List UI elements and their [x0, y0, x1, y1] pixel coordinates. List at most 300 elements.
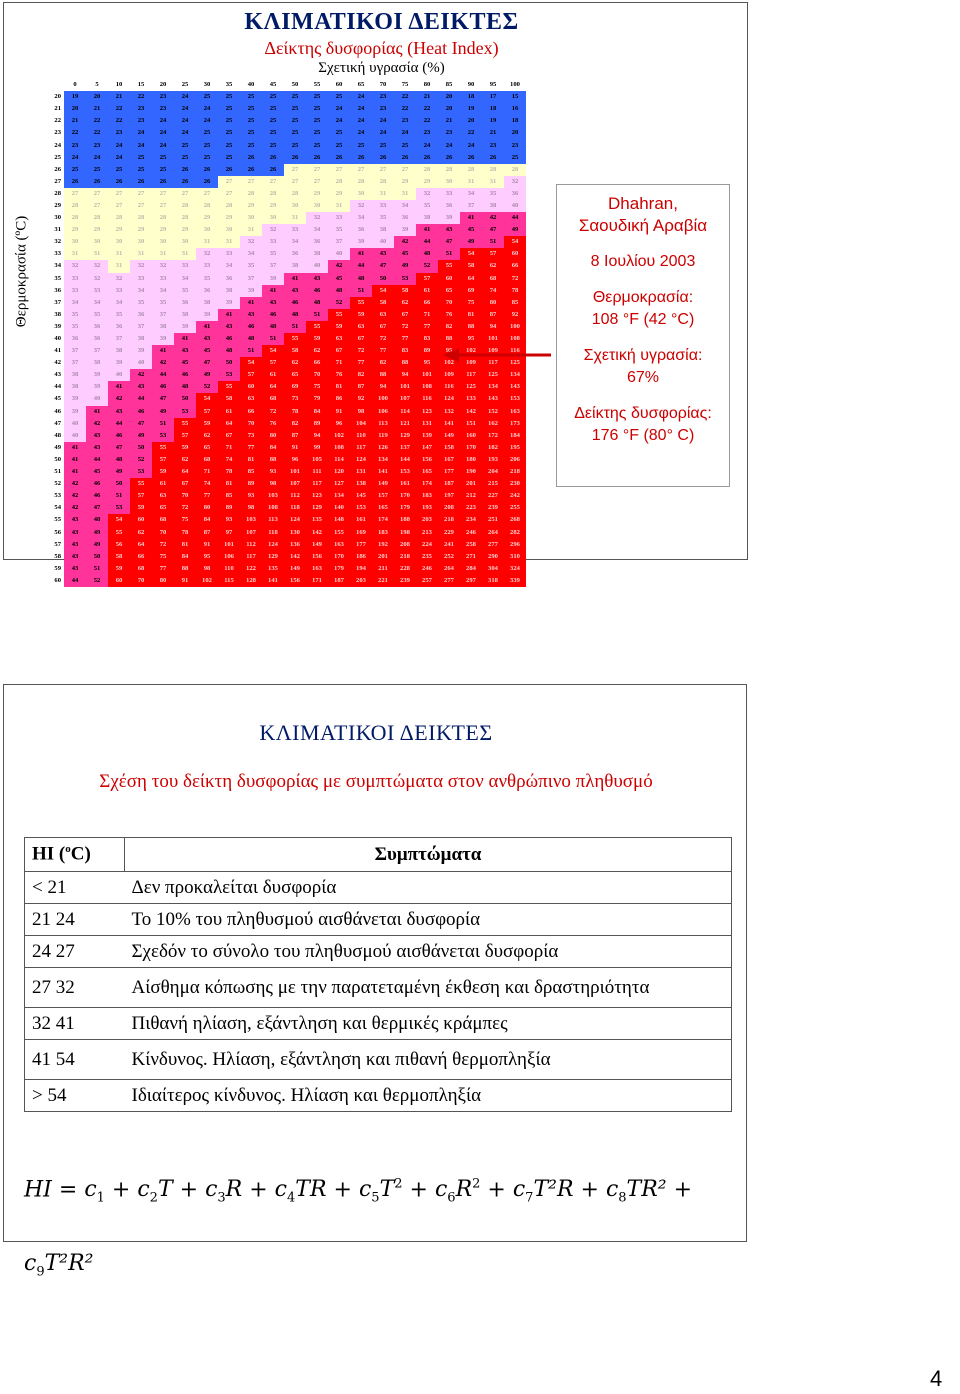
- heat-index-cell: 51: [306, 309, 328, 321]
- formula-term: $c_9T^2R^2$: [24, 1251, 94, 1280]
- heat-index-cell: 30: [350, 188, 372, 200]
- heat-index-cell: 46: [262, 309, 284, 321]
- heat-index-cell: 55: [174, 418, 196, 430]
- heat-index-cell: 34: [306, 224, 328, 236]
- heat-index-cell: 152: [482, 406, 504, 418]
- heat-index-cell: 65: [284, 369, 306, 381]
- heat-index-cell: 55: [328, 309, 350, 321]
- heat-index-cell: 230: [504, 478, 526, 490]
- heat-index-cell: 161: [350, 514, 372, 526]
- temperature-header: 40: [54, 335, 61, 343]
- heat-index-cell: 69: [460, 285, 482, 297]
- heat-index-cell: 28: [372, 176, 394, 188]
- heat-index-cell: 40: [130, 357, 152, 369]
- heat-index-cell: 258: [460, 539, 482, 551]
- slide1-subtitle: Δείκτης δυσφορίας (Heat Index): [264, 38, 499, 58]
- heat-index-cell: 25: [218, 152, 240, 164]
- heat-index-cell: 25: [196, 127, 218, 139]
- heat-index-cell: 41: [350, 248, 372, 260]
- heat-index-cell: 43: [64, 526, 86, 538]
- heat-index-cell: 98: [350, 406, 372, 418]
- heat-index-cell: 40: [64, 418, 86, 430]
- heat-index-cell: 43: [196, 333, 218, 345]
- heat-index-cell: 36: [86, 333, 108, 345]
- heat-index-cell: 100: [372, 393, 394, 405]
- heat-index-cell: 38: [152, 321, 174, 333]
- heat-index-cell: 36: [438, 200, 460, 212]
- heat-index-cell: 80: [262, 430, 284, 442]
- heat-index-cell: 67: [394, 309, 416, 321]
- heat-index-cell: 58: [394, 285, 416, 297]
- heat-index-cell: 27: [262, 176, 284, 188]
- heat-index-cell: 85: [240, 466, 262, 478]
- heat-index-cell: 62: [284, 357, 306, 369]
- heat-index-cell: 31: [86, 248, 108, 260]
- heat-index-cell: 38: [86, 357, 108, 369]
- page-number: 4: [930, 1366, 943, 1391]
- heat-index-cell: 39: [64, 406, 86, 418]
- heat-index-cell: 28: [240, 188, 262, 200]
- heat-index-cell: 122: [240, 563, 262, 575]
- heat-index-cell: 61: [416, 285, 438, 297]
- temperature-header: 29: [54, 201, 61, 209]
- heat-index-cell: 30: [86, 236, 108, 248]
- heat-index-cell: 50: [174, 393, 196, 405]
- heat-index-cell: 129: [306, 502, 328, 514]
- heat-index-cell: 61: [262, 369, 284, 381]
- heat-index-cell: 31: [152, 248, 174, 260]
- humidity-header: 80: [416, 79, 438, 91]
- table-row: [50, 260, 526, 272]
- heat-index-cell: 46: [130, 406, 152, 418]
- temperature-header: 27: [54, 177, 61, 185]
- heat-index-cell: 26: [306, 152, 328, 164]
- heat-index-cell: 52: [130, 454, 152, 466]
- heat-index-cell: 193: [482, 454, 504, 466]
- humidity-header: 40: [240, 79, 262, 91]
- heat-index-cell: 284: [460, 563, 482, 575]
- temperature-header: 56: [54, 528, 61, 536]
- heat-index-cell: 28: [460, 164, 482, 176]
- heat-index-cell: 102: [460, 345, 482, 357]
- heat-index-cell: 68: [262, 393, 284, 405]
- symptom-row: [25, 872, 732, 904]
- heat-index-cell: 41: [108, 381, 130, 393]
- heat-index-cell: 117: [240, 551, 262, 563]
- heat-index-cell: 63: [152, 490, 174, 502]
- heat-index-cell: 60: [108, 575, 130, 587]
- temperature-header: 46: [54, 407, 61, 415]
- heat-index-cell: 23: [86, 139, 108, 151]
- heat-index-cell: 25: [328, 127, 350, 139]
- heat-index-cell: 39: [262, 273, 284, 285]
- heat-index-cell: 27: [284, 176, 306, 188]
- heat-index-cell: 26: [350, 152, 372, 164]
- heat-index-cell: 74: [196, 478, 218, 490]
- heat-index-cell: 195: [504, 442, 526, 454]
- symptom-text: Το 10% του πληθυσμού αισθάνεται δυσφορία: [125, 904, 732, 936]
- table-row: [50, 127, 526, 139]
- heat-index-cell: 38: [108, 345, 130, 357]
- heat-index-cell: 24: [460, 139, 482, 151]
- heat-index-cell: 234: [460, 514, 482, 526]
- heat-index-cell: 106: [218, 551, 240, 563]
- heat-index-cell: 84: [174, 551, 196, 563]
- heat-index-cell: 17: [482, 91, 504, 103]
- heat-index-cell: 42: [328, 260, 350, 272]
- symptom-text: Σχεδόν το σύνολο του πληθυσμού αισθάνεται δυσφορία: [125, 936, 732, 968]
- symptom-text: Κίνδυνος. Ηλίαση, εξάντληση και πιθανή θερμοπληξία: [125, 1040, 732, 1080]
- heat-index-cell: 116: [438, 381, 460, 393]
- heat-index-cell: 24: [174, 91, 196, 103]
- heat-index-cell: 27: [284, 164, 306, 176]
- heat-index-cell: 44: [108, 418, 130, 430]
- heat-index-cell: 74: [482, 285, 504, 297]
- heat-index-cell: 25: [284, 103, 306, 115]
- heat-index-cell: 48: [262, 321, 284, 333]
- table-row: [50, 321, 526, 333]
- temperature-header: 24: [54, 141, 61, 149]
- table-row: [50, 212, 526, 224]
- heat-index-cell: 277: [438, 575, 460, 587]
- heat-index-cell: 125: [460, 381, 482, 393]
- heat-index-cell: 26: [240, 152, 262, 164]
- temperature-header: 53: [54, 492, 61, 500]
- heat-index-cell: 141: [438, 418, 460, 430]
- heat-index-cell: 42: [482, 212, 504, 224]
- heat-index-cell: 187: [328, 575, 350, 587]
- humidity-header: 60: [328, 79, 350, 91]
- heat-index-cell: 31: [372, 188, 394, 200]
- heat-index-cell: 31: [174, 248, 196, 260]
- heat-index-cell: 22: [130, 91, 152, 103]
- heat-index-cell: 49: [108, 466, 130, 478]
- symptoms-column-header: Συμπτώματα: [125, 838, 732, 872]
- heat-index-table: [50, 79, 526, 587]
- heat-index-cell: 31: [218, 236, 240, 248]
- heat-index-cell: 25: [262, 139, 284, 151]
- heat-index-cell: 24: [350, 91, 372, 103]
- temperature-header: 55: [54, 516, 61, 524]
- heat-index-cell: 129: [262, 551, 284, 563]
- table-row: [50, 551, 526, 563]
- heat-index-cell: 48: [240, 333, 262, 345]
- heat-index-cell: 179: [394, 502, 416, 514]
- heat-index-cell: 224: [416, 539, 438, 551]
- heat-index-cell: 193: [416, 502, 438, 514]
- heat-index-cell: 50: [108, 478, 130, 490]
- heat-index-cell: 37: [262, 260, 284, 272]
- formula-term: $c_7T^2R$: [512, 1177, 574, 1206]
- temperature-header: 22: [54, 117, 61, 125]
- table-row: [50, 393, 526, 405]
- heat-index-cell: 25: [240, 103, 262, 115]
- heat-index-cell: 30: [130, 236, 152, 248]
- heat-index-cell: 48: [328, 285, 350, 297]
- heat-index-cell: 28: [130, 212, 152, 224]
- heat-index-cell: 22: [394, 103, 416, 115]
- heat-index-cell: 169: [350, 526, 372, 538]
- heat-index-cell: 27: [306, 164, 328, 176]
- humidity-header: 5: [86, 79, 108, 91]
- humidity-header: 50: [284, 79, 306, 91]
- heat-index-cell: 54: [504, 236, 526, 248]
- heat-index-cell: 29: [152, 224, 174, 236]
- heat-index-cell: 26: [64, 176, 86, 188]
- heat-index-cell: 37: [130, 321, 152, 333]
- heat-index-cell: 31: [196, 236, 218, 248]
- heat-index-cell: 25: [152, 164, 174, 176]
- heat-index-cell: 124: [262, 539, 284, 551]
- heat-index-cell: 29: [86, 224, 108, 236]
- heat-index-cell: 31: [64, 248, 86, 260]
- heat-index-cell: 43: [64, 551, 86, 563]
- heat-index-cell: 44: [350, 260, 372, 272]
- symptom-text: Πιθανή ηλίαση, εξάντληση και θερμικές κράμπες: [125, 1008, 732, 1040]
- humidity-header: 15: [130, 79, 152, 91]
- heat-index-cell: 26: [372, 152, 394, 164]
- heat-index-cell: 25: [240, 91, 262, 103]
- heat-index-cell: 28: [438, 164, 460, 176]
- heat-index-cell: 88: [394, 357, 416, 369]
- heat-index-cell: 48: [284, 309, 306, 321]
- heat-index-cell: 66: [240, 406, 262, 418]
- heat-index-cell: 24: [152, 127, 174, 139]
- heat-index-cell: 70: [438, 297, 460, 309]
- formula-term: $c_1$: [84, 1177, 105, 1206]
- heat-index-cell: 23: [152, 91, 174, 103]
- heat-index-cell: 25: [86, 164, 108, 176]
- heat-index-cell: 75: [460, 297, 482, 309]
- heat-index-cell: 134: [328, 490, 350, 502]
- heat-index-cell: 52: [86, 575, 108, 587]
- heat-index-cell: 77: [394, 333, 416, 345]
- temperature-header: 25: [54, 153, 61, 161]
- heat-index-cell: 20: [438, 103, 460, 115]
- heat-index-cell: 25: [64, 164, 86, 176]
- heat-index-cell: 144: [394, 454, 416, 466]
- heat-index-cell: 98: [196, 563, 218, 575]
- heat-index-cell: 26: [284, 152, 306, 164]
- hi-range: 24 27: [25, 936, 125, 968]
- heat-index-cell: 53: [394, 273, 416, 285]
- heat-index-cell: 85: [504, 297, 526, 309]
- heat-index-cell: 26: [240, 164, 262, 176]
- temperature-header: 23: [54, 129, 61, 137]
- heat-index-cell: 101: [218, 539, 240, 551]
- heat-index-cell: 145: [350, 490, 372, 502]
- temperature-header: 36: [54, 286, 61, 294]
- heat-index-cell: 51: [350, 285, 372, 297]
- heat-index-cell: 47: [196, 357, 218, 369]
- heat-index-cell: 131: [416, 418, 438, 430]
- heat-index-cell: 34: [240, 248, 262, 260]
- heat-index-cell: 143: [504, 381, 526, 393]
- temperature-header: 35: [54, 274, 61, 282]
- heat-index-cell: 24: [196, 103, 218, 115]
- table-row: [50, 152, 526, 164]
- heat-index-cell: 58: [108, 551, 130, 563]
- table-row: [50, 115, 526, 127]
- heat-index-cell: 161: [394, 478, 416, 490]
- heat-index-cell: 26: [196, 164, 218, 176]
- heat-index-cell: 24: [174, 115, 196, 127]
- heat-index-cell: 174: [416, 478, 438, 490]
- heat-index-cell: 32: [504, 176, 526, 188]
- heat-index-cell: 25: [240, 127, 262, 139]
- heat-index-cell: 35: [130, 297, 152, 309]
- heat-index-cell: 36: [196, 285, 218, 297]
- heat-index-cell: 32: [152, 260, 174, 272]
- heat-index-cell: 95: [416, 357, 438, 369]
- slide2-subtitle: Σχέση του δείκτη δυσφορίας με συμπτώματα στον ανθρώπινο πληθυσμό: [99, 771, 653, 792]
- heat-index-cell: 25: [262, 115, 284, 127]
- humidity-header: 85: [438, 79, 460, 91]
- heat-index-cell: 113: [262, 514, 284, 526]
- heat-index-cell: 31: [460, 176, 482, 188]
- formula-term: $c_8TR^2$: [605, 1177, 667, 1206]
- heat-index-cell: 95: [196, 551, 218, 563]
- heat-index-cell: 142: [284, 551, 306, 563]
- heat-index-cell: 22: [108, 115, 130, 127]
- info-temperature: [557, 287, 729, 331]
- heat-index-cell: 55: [218, 381, 240, 393]
- heat-index-cell: 80: [196, 502, 218, 514]
- heat-index-cell: 49: [130, 430, 152, 442]
- dhahran-info-box: [556, 184, 730, 487]
- heat-index-cell: 78: [284, 406, 306, 418]
- heat-index-cell: 32: [108, 273, 130, 285]
- heat-index-cell: 118: [262, 526, 284, 538]
- heat-index-cell: 49: [86, 526, 108, 538]
- heat-index-cell: 75: [306, 381, 328, 393]
- heat-index-cell: 23: [504, 139, 526, 151]
- heat-index-cell: 36: [394, 212, 416, 224]
- heat-index-cell: 77: [372, 345, 394, 357]
- heat-index-cell: 59: [328, 321, 350, 333]
- temperature-header: 21: [54, 105, 61, 113]
- heat-index-cell: 104: [350, 418, 372, 430]
- heat-index-cell: 62: [174, 454, 196, 466]
- humidity-header: 70: [372, 79, 394, 91]
- heat-index-cell: 162: [482, 418, 504, 430]
- heat-index-cell: 165: [416, 466, 438, 478]
- heat-index-cell: 40: [64, 430, 86, 442]
- heat-index-cell: 55: [284, 333, 306, 345]
- heat-index-cell: 77: [416, 321, 438, 333]
- heat-index-cell: 24: [130, 139, 152, 151]
- heat-index-cell: 110: [350, 430, 372, 442]
- heat-index-cell: 27: [152, 200, 174, 212]
- heat-index-cell: 212: [460, 490, 482, 502]
- table-row: [50, 224, 526, 236]
- heat-index-cell: 123: [306, 490, 328, 502]
- heat-index-cell: 107: [394, 393, 416, 405]
- heat-index-cell: 43: [284, 285, 306, 297]
- heat-index-cell: 271: [460, 551, 482, 563]
- table-row: [50, 406, 526, 418]
- heat-index-cell: 23: [130, 103, 152, 115]
- heat-index-cell: 37: [64, 357, 86, 369]
- temperature-header: 59: [54, 564, 61, 572]
- heat-index-cell: 27: [240, 176, 262, 188]
- heat-index-cell: 30: [196, 224, 218, 236]
- heat-index-cell: 163: [306, 563, 328, 575]
- hi-range: 32 41: [25, 1008, 125, 1040]
- heat-index-cell: 29: [394, 176, 416, 188]
- temperature-header: 57: [54, 540, 61, 548]
- heat-index-cell: 23: [152, 103, 174, 115]
- heat-index-cell: 32: [416, 188, 438, 200]
- heat-index-cell: 86: [328, 393, 350, 405]
- heat-index-cell: 47: [372, 260, 394, 272]
- heat-index-cell: 34: [394, 200, 416, 212]
- heat-index-cell: 56: [108, 539, 130, 551]
- heat-index-cell: 218: [438, 514, 460, 526]
- info-location: [557, 193, 729, 237]
- heat-index-cell: 155: [328, 526, 350, 538]
- heat-index-cell: 34: [108, 297, 130, 309]
- heat-index-cell: 34: [152, 285, 174, 297]
- heat-index-cell: 107: [240, 526, 262, 538]
- heat-index-cell: 78: [218, 466, 240, 478]
- heat-index-cell: 34: [284, 236, 306, 248]
- heat-index-cell: 163: [504, 406, 526, 418]
- heat-index-cell: 36: [504, 188, 526, 200]
- table-row: [50, 309, 526, 321]
- heat-index-cell: 73: [284, 393, 306, 405]
- heat-index-cell: 42: [86, 418, 108, 430]
- temperature-header: 28: [54, 189, 61, 197]
- heat-index-cell: 31: [108, 260, 130, 272]
- heat-index-cell: 51: [152, 418, 174, 430]
- hi-range: 21 24: [25, 904, 125, 936]
- heat-index-cell: 190: [460, 466, 482, 478]
- heat-index-cell: 27: [218, 176, 240, 188]
- heat-index-cell: 64: [262, 381, 284, 393]
- temperature-header: 44: [54, 383, 61, 391]
- heat-index-cell: 43: [64, 539, 86, 551]
- table-row: [50, 236, 526, 248]
- heat-index-cell: 26: [196, 176, 218, 188]
- heat-index-cell: 68: [482, 273, 504, 285]
- heat-index-cell: 52: [416, 260, 438, 272]
- heat-index-cell: 91: [174, 575, 196, 587]
- heat-index-cell: 239: [394, 575, 416, 587]
- heat-index-cell: 28: [64, 200, 86, 212]
- heat-index-cell: 111: [306, 466, 328, 478]
- heat-index-cell: 84: [306, 406, 328, 418]
- heat-index-cell: 27: [64, 188, 86, 200]
- heat-index-cell: 25: [196, 139, 218, 151]
- hi-range: < 21: [25, 872, 125, 904]
- heat-index-cell: 339: [504, 575, 526, 587]
- table-row: [50, 502, 526, 514]
- heat-index-cell: 70: [306, 369, 328, 381]
- heat-index-cell: 78: [504, 285, 526, 297]
- heat-index-cell: 27: [394, 164, 416, 176]
- heat-index-cell: 70: [130, 575, 152, 587]
- heat-index-cell: 173: [504, 418, 526, 430]
- heat-index-cell: 151: [460, 418, 482, 430]
- heat-index-cell: 53: [108, 502, 130, 514]
- heat-index-cell: 33: [262, 236, 284, 248]
- temperature-header: 20: [54, 93, 61, 101]
- heat-index-cell: 35: [328, 224, 350, 236]
- humidity-axis-label: Σχετική υγρασία (%): [318, 60, 445, 76]
- heat-index-cell: 41: [218, 309, 240, 321]
- heat-index-cell: 218: [504, 466, 526, 478]
